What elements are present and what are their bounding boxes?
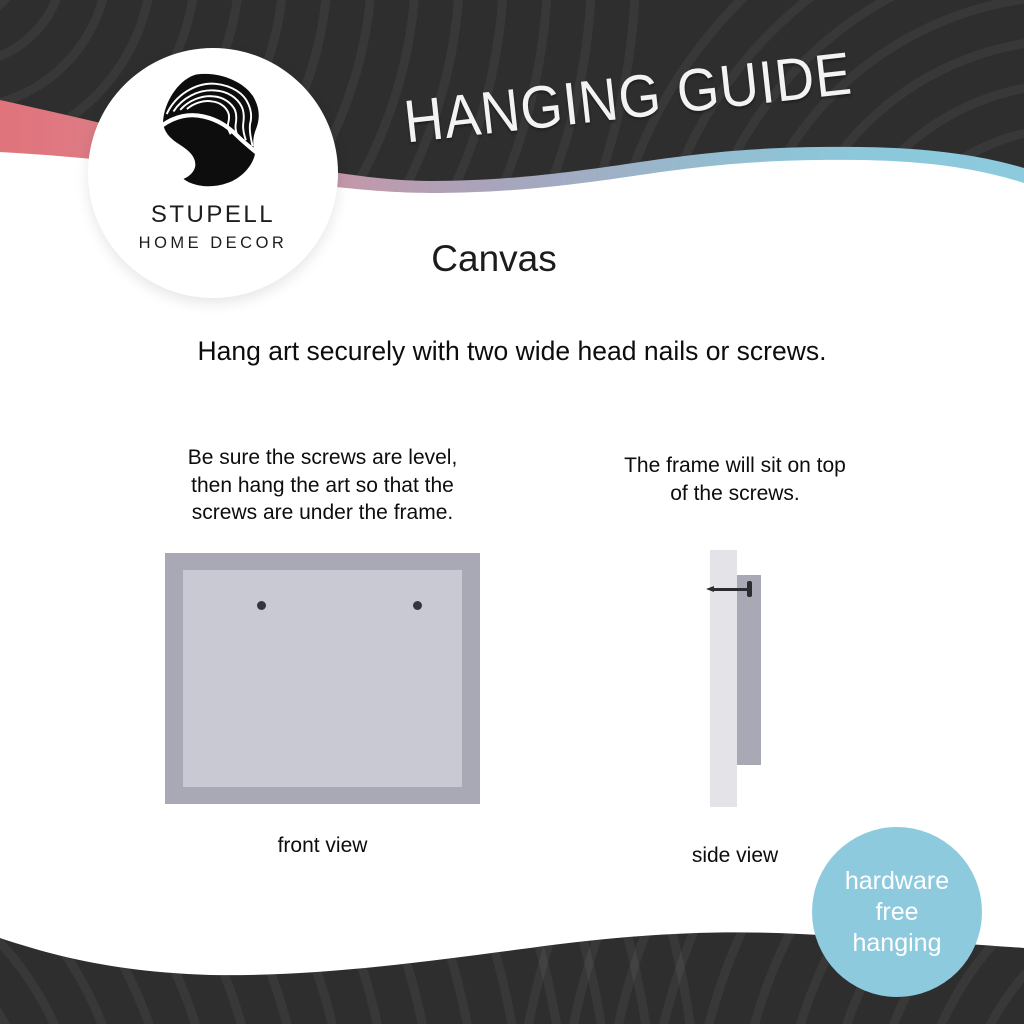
front-view-caption (130, 444, 515, 527)
side-view-label: side view (691, 844, 779, 867)
nail-icon (706, 581, 753, 597)
side-view-caption (610, 452, 860, 507)
product-type-heading: Canvas (431, 238, 557, 279)
front-caption-line: screws are under the frame. (191, 501, 454, 524)
s-swoosh-icon (157, 72, 269, 194)
intro-instruction: Hang art securely with two wide head nails or screws. (197, 336, 827, 366)
front-view-label: front view (277, 834, 368, 857)
brand-name: STUPELL (150, 201, 276, 228)
badge-line: free (875, 897, 919, 926)
side-caption-line: The frame will sit on top (624, 454, 846, 477)
nail-shaft (712, 588, 748, 591)
brand-logo-circle (88, 48, 338, 298)
front-view-canvas (183, 570, 462, 787)
side-caption-line: of the screws. (670, 481, 800, 505)
front-caption-line: Be sure the screws are level, (187, 446, 458, 469)
page-title: HANGING GUIDE (400, 39, 856, 156)
badge-line: hardware (844, 866, 950, 895)
front-view-frame (165, 553, 480, 804)
side-view-frame (737, 575, 761, 765)
front-caption-line: then hang the art so that the (191, 473, 454, 497)
nail-head (747, 581, 752, 597)
hardware-free-badge (812, 827, 982, 997)
badge-line: hanging (852, 928, 942, 957)
screw-dot-left (257, 601, 266, 610)
brand-tagline: HOME DECOR (138, 234, 288, 252)
screw-dot-right (413, 601, 422, 610)
